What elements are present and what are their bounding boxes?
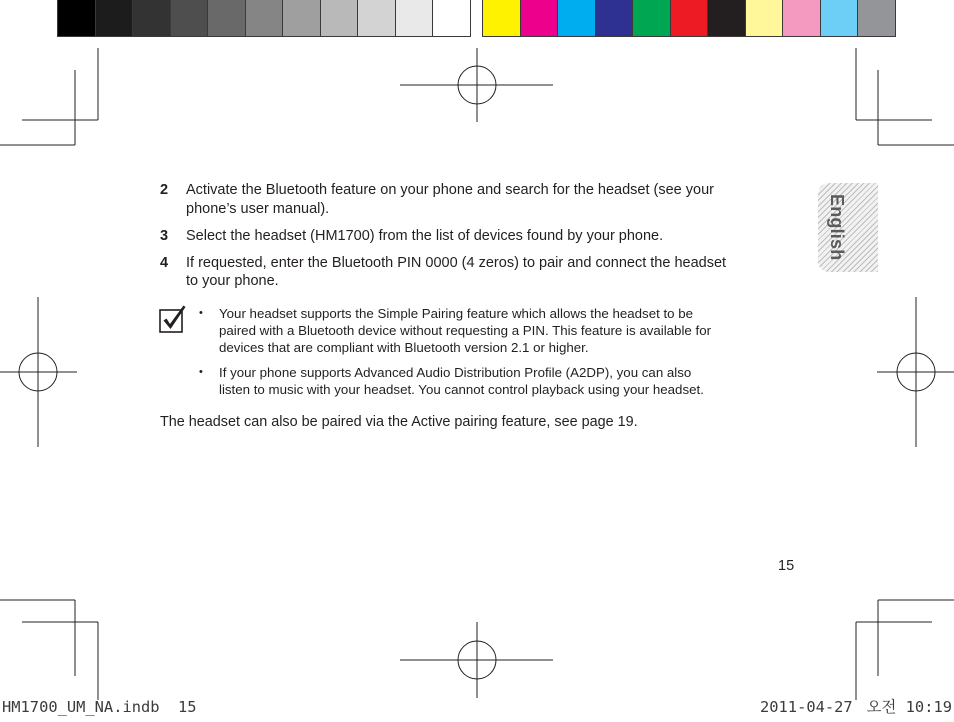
- registration-mark-left: [0, 297, 77, 447]
- crop-line: [856, 48, 954, 145]
- crop-line: [856, 600, 954, 700]
- grayscale-color-patch: [246, 0, 284, 36]
- process-color-patch: [483, 0, 521, 36]
- grayscale-color-patch: [171, 0, 209, 36]
- grayscale-color-patch: [133, 0, 171, 36]
- process-color-patch: [596, 0, 634, 36]
- process-color-patch: [671, 0, 709, 36]
- crop-line: [0, 48, 98, 145]
- step-4: [160, 254, 726, 291]
- page-number: 15: [778, 558, 795, 574]
- grayscale-color-patch: [321, 0, 359, 36]
- process-color-patch: [558, 0, 596, 36]
- step-2: [160, 181, 714, 218]
- slug-time: 오전 10:19: [866, 698, 952, 716]
- crop-mark-bottom-left: [0, 600, 98, 700]
- registration-crosshair: [0, 297, 77, 447]
- step-text-line: Select the headset (HM1700) from the list of devices found by your phone.: [186, 227, 664, 244]
- registration-mark-bottom: [400, 622, 553, 698]
- grayscale-color-patch: [283, 0, 321, 36]
- registration-circle: [458, 66, 496, 104]
- crop-mark-top-right: [856, 48, 954, 145]
- slug-page-number: 15: [178, 698, 197, 716]
- note-bullet: [199, 305, 711, 356]
- grayscale-color-patch: [396, 0, 434, 36]
- process-color-patch: [521, 0, 559, 36]
- note-text-line: listen to music with your headset. You cannot control playback using your headset.: [219, 381, 704, 397]
- process-color-patch: [746, 0, 784, 36]
- closing-paragraph: The headset can also be paired via the Active pairing feature, see page 19.: [160, 414, 638, 430]
- step-text-line: phone’s user manual).: [186, 200, 330, 217]
- step-text-line: If requested, enter the Bluetooth PIN 0000 (4 zeros) to pair and connect the headset: [186, 254, 727, 271]
- step-number: 3: [160, 227, 169, 244]
- registration-crosshair: [877, 297, 954, 447]
- registration-circle: [897, 353, 935, 391]
- step-text-line: Activate the Bluetooth feature on your phone and search for the headset (see your: [186, 182, 714, 198]
- note-text-line: devices that are compliant with Bluetooth version 2.1 or higher.: [219, 339, 589, 355]
- checkmark-box-icon: [157, 303, 187, 333]
- grayscale-color-patch: [58, 0, 96, 36]
- grayscale-color-patch: [433, 0, 470, 36]
- registration-crosshair: [400, 622, 553, 698]
- step-text-line: to your phone.: [186, 273, 279, 289]
- process-color-patch: [858, 0, 895, 36]
- process-color-bar: [482, 0, 896, 37]
- note-bullet: [199, 364, 704, 398]
- note-text-line: paired with a Bluetooth device without requesting a PIN. This feature is available for: [219, 322, 712, 338]
- note-text-line: • If your phone supports Advanced Audio Distribution Profile (A2DP), you can also: [219, 364, 692, 380]
- language-tab: [818, 183, 878, 272]
- step-3: [160, 227, 663, 246]
- slug-file-name: HM1700_UM_NA.indb: [2, 698, 160, 716]
- grayscale-color-bar: [57, 0, 471, 37]
- process-color-patch: [633, 0, 671, 36]
- grayscale-color-patch: [208, 0, 246, 36]
- process-color-patch: [783, 0, 821, 36]
- grayscale-color-patch: [96, 0, 134, 36]
- registration-circle: [19, 353, 57, 391]
- registration-mark-top: [400, 48, 553, 122]
- process-color-patch: [708, 0, 746, 36]
- note-text-line: • Your headset supports the Simple Pairing feature which allows the headset to be: [219, 305, 694, 321]
- crop-mark-bottom-right: [856, 600, 954, 700]
- registration-mark-right: [877, 297, 954, 447]
- registration-circle: [458, 641, 496, 679]
- language-tab-label: English: [827, 194, 847, 261]
- grayscale-color-patch: [358, 0, 396, 36]
- process-color-patch: [821, 0, 859, 36]
- crop-line: [0, 600, 98, 700]
- step-number: 2: [160, 182, 169, 198]
- step-number: 4: [160, 254, 169, 271]
- slug-date: 2011-04-27: [760, 698, 853, 716]
- registration-crosshair: [400, 48, 553, 122]
- crop-mark-top-left: [0, 48, 98, 145]
